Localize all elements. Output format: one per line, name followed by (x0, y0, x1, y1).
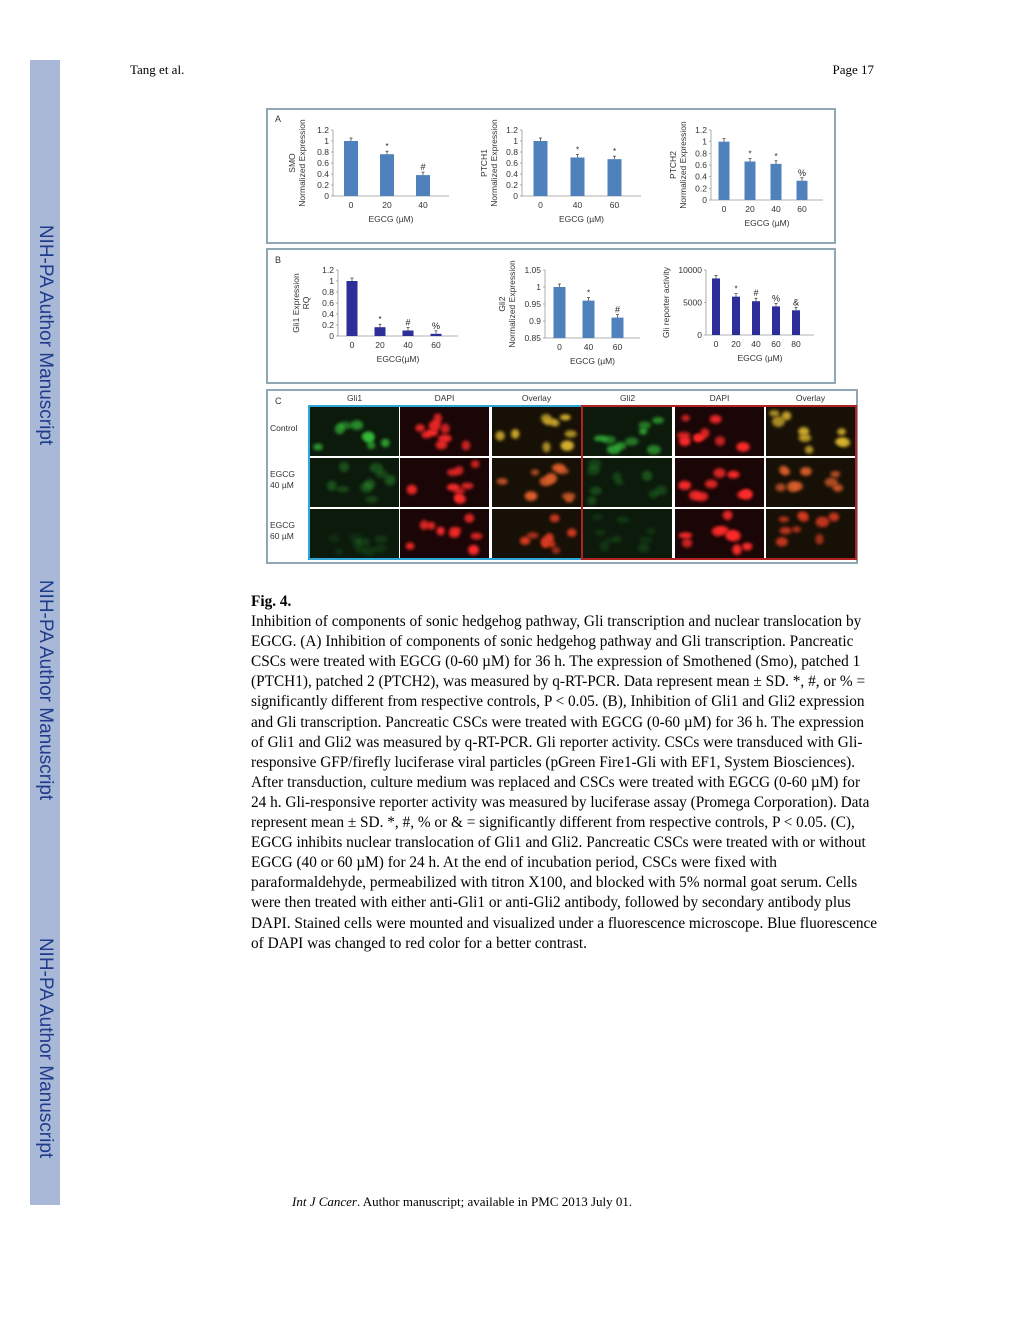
significance-mark: % (797, 167, 807, 178)
significance-mark: % (771, 293, 781, 304)
x-tick-label: 60 (609, 200, 620, 210)
x-tick-label: 60 (612, 342, 623, 352)
significance-mark: * (734, 284, 738, 294)
caption-text: Inhibition of components of sonic hedgehog pathway, Gli transcription and nuclear translocation by EGCG. (A) Inhibition of components of sonic hedgehog pathway and Gli transcription. Pancreatic CSCs were treated with EGCG (0-60 µM) for 36 h. The expression of Smothened (Smo), patched 1 (PTCH1), patched 2 (PTCH2), was measured by q-RT-PCR. Data represent mean ± SD. *, #, or % = significantly different from respective controls, P < 0.05. (B), Inhibition of Gli1 and Gli2 expression and Gli transcription. Pancreatic CSCs were treated with EGCG (0-60 µM) for 36 h. The expression of Gli1 and Gli2 was measured by q-RT-PCR. Gli reporter activity. CSCs were transduced with Gli-responsive GFP/firefly luciferase viral particles (pGreen Fire1-Gli with EF1, System Biosciences). After transduction, culture medium was replaced and CSCs were treated with EGCG (0-60 µM) for 24 h. Gli-responsive reporter activity was measured by luciferase assay (Promega Corporation). Data represent mean ± SD. *, #, % or & = significantly different from respective controls, P < 0.05. (C), EGCG inhibits nuclear translocation of Gli1 and Gli2. Pancreatic CSCs were treated with or without EGCG (40 or 60 µM) for 24 h. At the end of incubation period, CSCs were fixed with paraformaldehyde, permeabilized with titron X100, and blocked with 5% normal goat serum. Cells were then treated with either anti-Gli1 or anti-Gli2 antibody, followed by secondary antibody plus DAPI. Stained cells were mounted and visualized under a fluorescence microscope. Blue fluorescence of DAPI was changed to red color for a better contrast. (251, 613, 878, 952)
x-tick-label: 60 (771, 339, 781, 349)
column-header: Gli1 (346, 393, 363, 403)
micrograph-tile (766, 407, 855, 456)
column-header: DAPI (434, 393, 455, 403)
column-header: Overlay (795, 393, 826, 403)
significance-mark: * (774, 151, 778, 161)
x-axis-title: EGCG (µM) (368, 214, 414, 224)
micrograph-tile (310, 407, 399, 456)
y-axis-title: Gli2 (497, 296, 507, 312)
bar (416, 175, 430, 196)
y-tick-label: 0.6 (506, 158, 518, 168)
figure-svg (265, 107, 859, 565)
y-tick-label: 0 (324, 191, 329, 201)
bar (583, 301, 595, 338)
y-axis-title: RQ (301, 296, 311, 310)
chart-4 (275, 255, 458, 364)
y-axis-title: Normalized Expression (678, 121, 688, 209)
y-axis-title: Normalized Expression (489, 119, 499, 207)
bar (732, 297, 740, 335)
y-tick-label: 1 (702, 136, 707, 147)
bar (797, 181, 808, 200)
x-tick-label: 20 (731, 339, 741, 349)
y-tick-label: 1 (324, 136, 329, 146)
y-tick-label: 0.8 (506, 147, 518, 157)
x-tick-label: 0 (713, 339, 719, 349)
y-tick-label: 1.05 (524, 265, 541, 275)
micrograph-tile (675, 458, 764, 507)
y-axis-title: Normalized Expression (507, 260, 517, 348)
column-header: Overlay (521, 393, 552, 403)
y-axis-title: Gli1 Expression (291, 273, 301, 333)
bar (554, 287, 566, 338)
x-tick-label: 40 (572, 200, 583, 210)
micrograph-tile (675, 407, 764, 456)
y-tick-label: 0.85 (524, 333, 541, 343)
y-tick-label: 10000 (678, 265, 702, 275)
y-tick-label: 0.2 (322, 320, 334, 330)
y-tick-label: 0.4 (317, 169, 329, 179)
panel-label: A (275, 114, 282, 124)
bar (431, 334, 442, 336)
panel-label: B (275, 255, 282, 265)
x-axis-title: EGCG(µM) (376, 354, 420, 364)
micrograph-tile (400, 509, 489, 558)
y-axis-title: Normalized Expression (297, 119, 307, 207)
y-tick-label: 5000 (683, 297, 702, 308)
x-tick-label: 0 (721, 204, 727, 214)
significance-mark: # (420, 162, 426, 173)
micrograph-tile (583, 407, 672, 456)
row-label: 60 µM (270, 531, 294, 541)
significance-mark: * (586, 288, 591, 298)
watermark-2: NIH-PA Author Manuscript (35, 579, 57, 801)
y-tick-label: 0.8 (695, 148, 707, 159)
micrograph-tile (492, 407, 581, 456)
watermark-3: NIH-PA Author Manuscript (35, 937, 57, 1159)
x-tick-label: 40 (751, 339, 761, 349)
x-axis-title: EGCG (µM) (744, 218, 790, 228)
micrograph-tile (400, 407, 489, 456)
y-tick-label: 1.2 (322, 265, 334, 275)
y-tick-label: 0.4 (506, 169, 518, 179)
x-tick-label: 0 (557, 342, 562, 352)
row-label: EGCG (270, 469, 296, 479)
bar (712, 278, 720, 335)
bar (375, 327, 386, 336)
y-tick-label: 0.8 (322, 287, 334, 297)
running-header-authors: Tang et al. (130, 62, 185, 77)
chart-1 (275, 114, 449, 224)
x-axis-title: EGCG (µM) (569, 356, 616, 366)
chart-5 (497, 260, 640, 366)
y-tick-label: 0.6 (695, 160, 707, 170)
bar (792, 310, 800, 335)
y-tick-label: 0.8 (317, 147, 329, 157)
bar (344, 141, 358, 196)
micrograph-tile (310, 509, 399, 558)
x-tick-label: 60 (797, 204, 807, 214)
bar (752, 301, 760, 335)
x-tick-label: 0 (348, 200, 354, 210)
chart-2 (479, 119, 641, 224)
y-tick-label: 0.4 (695, 171, 707, 182)
significance-mark: % (431, 320, 441, 331)
y-tick-label: 0 (329, 331, 334, 341)
bar (608, 159, 622, 196)
micrograph-tile (583, 509, 672, 558)
bar (745, 162, 756, 201)
significance-mark: * (385, 142, 389, 152)
panel-label: C (275, 396, 282, 406)
footer-text: . Author manuscript; available in PMC 2013 July 01. (356, 1194, 633, 1209)
bar (571, 158, 585, 197)
bar (612, 318, 624, 338)
y-axis-title: SMO (287, 153, 297, 173)
y-tick-label: 0 (513, 191, 518, 201)
significance-mark: # (614, 304, 621, 315)
x-axis-title: EGCG (µM) (558, 214, 605, 224)
chart-6 (661, 265, 814, 363)
page-number: Page 17 (832, 62, 874, 77)
row-label: EGCG (270, 520, 296, 530)
y-tick-label: 0.2 (506, 180, 518, 190)
y-tick-label: 0.6 (317, 158, 329, 168)
row-label: Control (270, 423, 298, 433)
bar (380, 154, 394, 196)
y-tick-label: 1.2 (506, 125, 518, 135)
significance-mark: & (792, 297, 800, 308)
micrograph-tile (766, 458, 855, 507)
significance-mark: * (612, 147, 617, 157)
bar (534, 141, 548, 196)
y-tick-label: 0.4 (322, 309, 334, 319)
x-tick-label: 0 (349, 340, 355, 350)
column-header: Gli2 (619, 393, 636, 403)
significance-mark: * (575, 145, 580, 155)
y-tick-label: 1.2 (317, 125, 329, 135)
y-axis-title: PTCH2 (668, 151, 678, 179)
y-tick-label: 0.95 (524, 299, 541, 309)
x-tick-label: 40 (418, 200, 428, 210)
footer-citation (292, 1194, 632, 1210)
y-axis-title: PTCH1 (479, 149, 489, 177)
journal-name: Int J Cancer (292, 1194, 357, 1209)
figure-4 (265, 107, 859, 565)
bar (347, 281, 358, 336)
micrograph-tile (583, 458, 672, 507)
micrograph-tile (675, 509, 764, 558)
y-tick-label: 1.2 (695, 125, 707, 135)
micrograph-tile (492, 458, 581, 507)
y-tick-label: 0.9 (529, 316, 541, 326)
y-tick-label: 0.6 (322, 298, 334, 308)
x-tick-label: 80 (791, 339, 801, 349)
bar (771, 164, 782, 200)
x-tick-label: 40 (771, 204, 781, 214)
x-tick-label: 20 (375, 340, 385, 350)
x-tick-label: 60 (431, 340, 441, 350)
bar (719, 142, 730, 200)
significance-mark: * (748, 149, 752, 159)
x-tick-label: 40 (403, 340, 413, 350)
y-tick-label: 1 (329, 276, 334, 286)
micrograph-tile (492, 509, 581, 558)
y-tick-label: 0 (697, 330, 702, 340)
y-axis-title: Gli reporter activity (661, 267, 671, 338)
bar (772, 306, 780, 335)
micrograph-tile (766, 509, 855, 558)
x-tick-label: 20 (382, 200, 392, 210)
y-tick-label: 0.2 (695, 183, 707, 194)
y-tick-label: 1 (513, 136, 518, 146)
x-tick-label: 20 (745, 204, 755, 214)
figure-caption (251, 592, 879, 954)
column-header: DAPI (709, 393, 730, 403)
y-tick-label: 0.2 (317, 180, 329, 190)
figure-label: Fig. 4. (251, 593, 292, 610)
y-tick-label: 1 (536, 282, 541, 292)
row-label: 40 µM (270, 480, 294, 490)
x-tick-label: 40 (583, 342, 594, 352)
significance-mark: # (753, 288, 759, 299)
x-tick-label: 0 (538, 200, 543, 210)
bar (403, 331, 414, 337)
nih-sidebar (30, 60, 60, 1205)
y-tick-label: 0 (702, 195, 707, 205)
significance-mark: * (378, 315, 382, 325)
chart-3 (668, 121, 823, 228)
watermark-1: NIH-PA Author Manuscript (35, 224, 57, 446)
micrograph-tile (310, 458, 399, 507)
significance-mark: # (405, 317, 411, 328)
x-axis-title: EGCG (µM) (737, 353, 783, 363)
micrograph-tile (400, 458, 489, 507)
